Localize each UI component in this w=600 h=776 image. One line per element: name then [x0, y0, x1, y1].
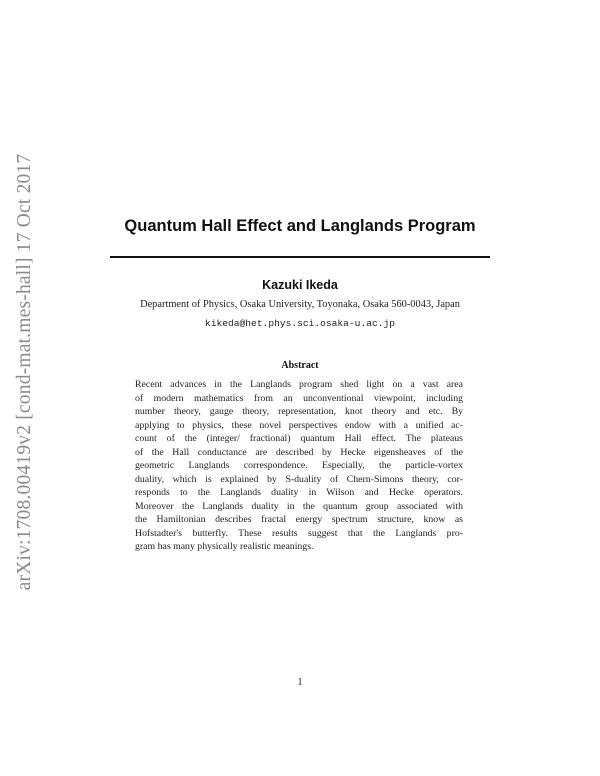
abstract-line: geometric Langlands correspondence. Especially, the particle-vortex — [135, 460, 463, 471]
abstract-line: of the Hall conductance are described by Hecke eigensheaves of the — [135, 446, 463, 458]
author-affiliation: Department of Physics, Osaka University, Toyonaka, Osaka 560-0043, Japan — [140, 299, 460, 310]
abstract-body — [135, 378, 463, 554]
author-email: kikeda@het.phys.sci.osaka-u.ac.jp — [205, 318, 395, 329]
abstract-line: Hofstadter's butterfly. These results suggest that the Langlands pro- — [135, 527, 463, 539]
abstract-heading: Abstract — [281, 360, 319, 371]
author-name: Kazuki Ikeda — [262, 278, 338, 292]
abstract-line: duality, which is explained by S-duality of Chern-Simons theory, cor- — [135, 473, 463, 485]
abstract-line: gram has many physically realistic meanings. — [135, 541, 314, 552]
page-number: 1 — [297, 677, 303, 688]
abstract-line: number theory, gauge theory, representation, knot theory and etc. By — [135, 406, 463, 417]
abstract-line: the Hamiltonian describes fractal energy spectrum structure, know as — [135, 514, 463, 525]
abstract-line: Recent advances in the Langlands program shed light on a vast area — [135, 379, 463, 390]
abstract-line: Moreover the Langlands duality in the quantum group associated with — [135, 500, 463, 512]
abstract-line: count of the (integer/ fractional) quantum Hall effect. The plateaus — [135, 433, 463, 444]
paper-title: Quantum Hall Effect and Langlands Program — [124, 217, 476, 235]
abstract-line: of modern mathematics from an unconventional viewpoint, including — [135, 392, 463, 404]
arxiv-identifier-stamp: arXiv:1708.00419v2 [cond-mat.mes-hall] 17 Oct 2017 — [14, 153, 35, 591]
abstract-line: applying to physics, these novel perspectives endow with a unified ac- — [135, 419, 463, 431]
abstract-line: responds to the Langlands duality in Wilson and Hecke operators. — [135, 487, 463, 498]
title-rule-divider — [110, 256, 490, 258]
